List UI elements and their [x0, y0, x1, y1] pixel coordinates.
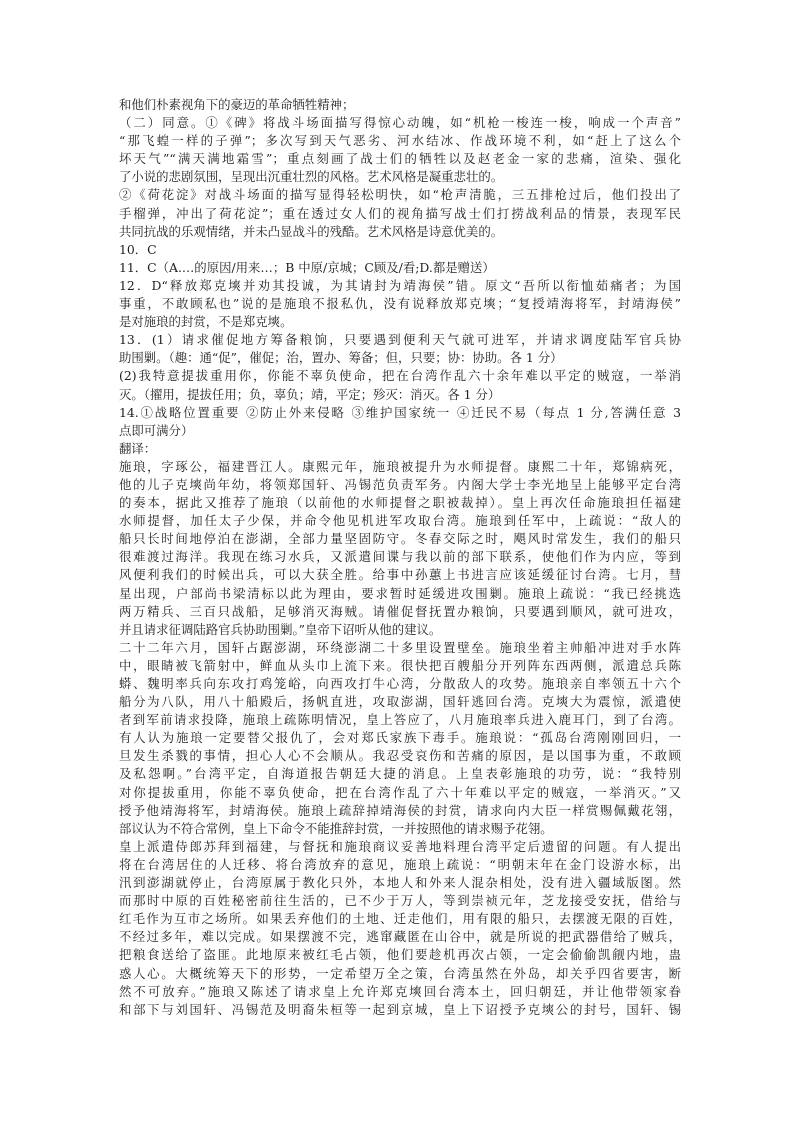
text-line: （二）同意。①《碑》将战斗场面描写得惊心动魄，如“机枪一梭连一梭，响成一个声音” [119, 115, 681, 131]
text-line: 有人认为施琅一定要替父报仇了，会对郑氏家族下毒手。施琅说：“孤岛台湾刚刚回归，一 [119, 730, 681, 746]
text-line: 部议认为不符合常例，皇上下命令不能推辞封赏，一并按照他的请求赐予花翎。 [119, 820, 553, 836]
text-line: “那飞蝗一样的子弹”；多次写到天气恶劣、河水结冰、作战环境不利，如“赶上了这么个 [119, 133, 681, 149]
text-line: 惑人心。大概统筹天下的形势，一定希望万全之策，台湾虽然在外岛，却关乎四省要害，断 [119, 965, 681, 981]
text-line: 事重，不敢顾私也”说的是施琅不报私仇，没有说释放郑克塽；“复授靖海将军，封靖海侯” [119, 296, 681, 312]
text-line: 而那时中原的百姓秘密前往生活的，已不少于万人，等到崇祯元年，芝龙接受安抚，借给与 [119, 893, 681, 909]
text-line: 把粮食送给了盗匪。此地原来被红毛占领，他们要趁机再次占领，一定会偷偷凯觎内地，蛊 [119, 947, 681, 963]
text-line: 然不可放弃。”施琅又陈述了请求皇上允许郑克塽回台湾本土，回归朝廷，并让他带领家眷 [119, 983, 681, 999]
text-line: 施琅，字琢公，福建晋江人。康熙元年，施琅被提升为水师提督。康熙二十年，郑锦病死， [119, 458, 681, 474]
text-line: 对你提拔重用，你能不辜负使命，把在台湾作乱了六十年难以平定的贼寇，一举消灭。”又 [119, 784, 681, 800]
text-line: 中，眼睛被飞箭射中，鲜血从头巾上流下来。很快把百艘船分开列阵东西两侧，派遣总兵陈 [119, 657, 681, 673]
text-line: 是对施琅的封赏，不是郑克塽。 [119, 314, 293, 330]
text-line: 者到军前请求投降，施琅上疏陈明情况，皇上答应了，八月施琅率兵进入鹿耳门，到了台湾。 [119, 712, 681, 728]
text-line: 汛到澎湖就停止，台湾原属于教化只外，本地人和外来人混杂相处，没有进入疆域版图。然 [119, 875, 681, 891]
text-line: 他的儿子克塽尚年幼，将领郑国轩、冯锡范负责军务。内阁大学士李光地呈上能够平定台湾 [119, 476, 681, 492]
text-line: 坏天气”“满天满地霜雪”；重点刻画了战士们的牺牲以及赵老金一家的悲痛，渲染、强化 [119, 151, 681, 167]
text-line: 船分为八队，用八十船殿后，扬帆直进，攻取澎湖，国轩逃回台湾。克塽大为震惊，派遣使 [119, 694, 681, 710]
text-line: 红毛作为互市之场所。如果丢弃他们的土地、迁走他们，用有限的船只，去摆渡无限的百姓， [119, 911, 681, 927]
text-line: 11．C（A.…的原因/用来…；B 中原/京城；C顾及/看;D.都是赠送） [119, 259, 495, 275]
text-line: 翻译： [119, 440, 157, 456]
text-line: 很难渡过海洋。我现在练习水兵，又派遣间谍与我以前的部下联系，使他们作为内应，等到 [119, 549, 681, 565]
text-line: 授予他靖海将军，封靖海侯。施琅上疏辞掉靖海侯的封赏，请求向内大臣一样赏赐佩戴花翎， [119, 802, 681, 818]
text-line: 水师提督，加任太子少保，并命令他见机进军攻取台湾。施琅到任军中，上疏说：“敌人的 [119, 513, 681, 529]
text-line: 皇上派遣侍郎苏拜到福建，与督抚和施琅商议妥善地料理台湾平定后遗留的问题。有人提出 [119, 838, 681, 854]
text-line: 灭。（擢用，提拔任用；负，辜负；靖，平定；殄灭：消灭。各 1 分） [119, 386, 501, 402]
text-line: 风便利我们的时候出兵，可以大获全胜。给事中孙蕙上书进言应该延缓征讨台湾。七月，彗 [119, 567, 681, 583]
text-line: 不经过多年，难以完成。如果摆渡不完，逃窜藏匿在山谷中，就是所说的把武器借给了贼兵， [119, 929, 681, 945]
text-line: 共同抗战的乐观情绪，并未凸显战斗的残酷。艺术风格是诗意优美的。 [119, 223, 504, 239]
text-line: 10．C [119, 241, 157, 257]
text-line: 并且请求征调陆路官兵协助围剿。”皇帝下诏听从他的建议。 [119, 621, 442, 637]
text-line: 船只长时间地停泊在澎湖，全部力量坚固防守。冬春交际之时，飓风时常发生，我们的船只 [119, 531, 681, 547]
text-line: ②《荷花淀》对战斗场面的描写显得轻松明快，如“枪声清脆，三五排枪过后，他们投出了 [119, 187, 681, 203]
text-line: 12．D“释放郑克塽并劝其投诚，为其请封为靖海侯”错。原文“吾所以衔恤茹痛者；为国 [119, 277, 681, 293]
text-line: 和他们朴素视角下的豪迈的革命牺牲精神； [119, 97, 355, 112]
text-line: 旦发生杀戮的事情，担心人心不会顺从。我忍受哀伤和苦痛的原因，是以国事为重，不敢顾 [119, 748, 681, 764]
text-line: 将在台湾居住的人迁移、将台湾放弃的意见，施琅上疏说：“明朝末年在金门设游水标，出 [119, 856, 681, 872]
text-line: 助围剿。（趣：通“促”，催促；治，置办、筹备；但，只要；协：协助。各 1 分） [119, 350, 563, 366]
text-line: 的奏本，据此又推荐了施琅（以前他的水师提督之职被裁掉）。皇上再次任命施琅担任福建 [119, 495, 681, 511]
text-line: 和部下与刘国轩、冯锡范及明裔朱桓等一起到京城，皇上下诏授予克塽公的封号，国轩、锡 [119, 1001, 681, 1017]
text-line: 13．(1）请求催促地方筹备粮饷，只要遇到便利天气就可进军，并请求调度陆军官兵协 [119, 332, 681, 348]
text-line: 了小说的悲剧氛围，呈现出沉重壮烈的风格。艺术风格是凝重悲壮的。 [119, 169, 504, 185]
text-line: 点即可满分） [119, 422, 194, 438]
text-line: 两万精兵、三百只战船，足够消灭海贼。请催促督抚置办粮饷，只要遇到顺风，就可进攻， [119, 603, 681, 619]
document-body [119, 96, 681, 1019]
text-line: (2)我特意提拔重用你，你能不辜负使命，把在台湾作乱六十余年难以平定的贼寇，一举消 [119, 368, 681, 384]
text-line: 星出现，户部尚书梁清标以此为理由，要求暂时延缓进攻围剿。施琅上疏说：“我已经挑选 [119, 585, 681, 601]
text-line: 手榴弹，冲出了荷花淀”；重在透过女人们的视角描写战士们打捞战利品的情景，表现军民 [119, 205, 681, 221]
text-line: 14.①战略位置重要 ②防止外来侵略 ③维护国家统一 ④迁民不易（每点 1 分,答满任意 3 [119, 404, 681, 420]
text-line: 蟒、魏明率兵向东攻打鸡笼峪，向西攻打牛心湾，分散敌人的攻势。施琅亲自率领五十六个 [119, 676, 681, 691]
text-line: 二十二年六月，国轩占踞澎湖，环绕澎湖二十多里设置壁垒。施琅坐着主帅船冲进对手水阵 [119, 639, 681, 655]
text-line: 及私怨啊。”台湾平定，自海道报告朝廷大捷的消息。上皇表彰施琅的功劳，说：“我特别 [119, 766, 681, 782]
